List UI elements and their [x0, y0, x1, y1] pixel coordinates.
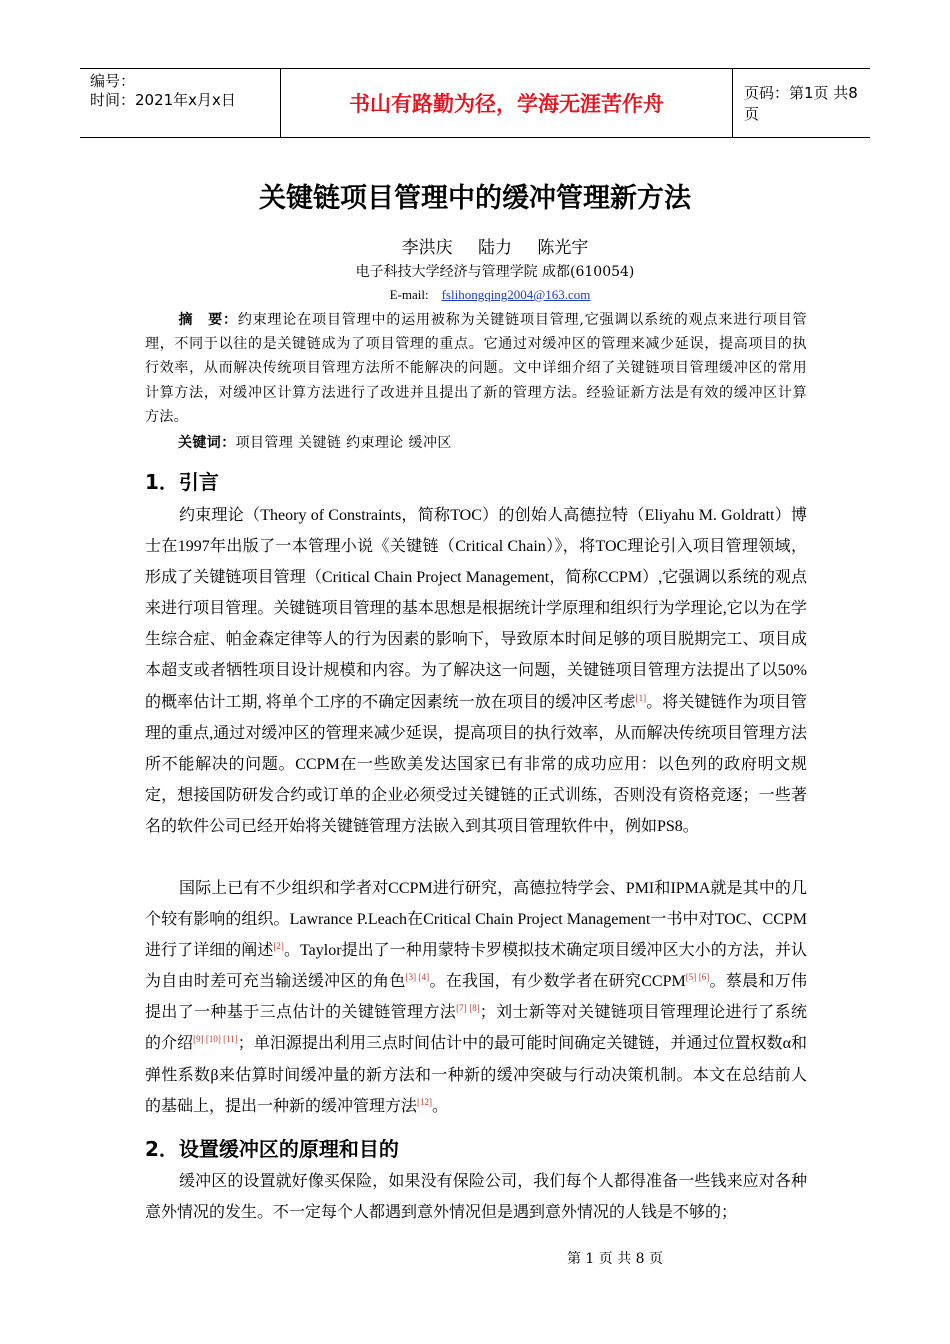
- author-name: 陈光宇: [537, 238, 589, 258]
- header-motto: 书山有路勤为径，学海无涯苦作舟: [280, 69, 733, 137]
- paragraph-text: ；刘士新等对关键链项目管理理论进行了系统的介绍: [145, 1004, 807, 1053]
- paragraph: [145, 500, 807, 842]
- email-line: [0, 287, 950, 303]
- abstract-text: 约束理论在项目管理中的运用被称为关键链项目管理,它强调以系统的观点来进行项目管理，不同于以往的是关键链成为了项目管理的重点。它通过对缓冲区的管理来减少延误，提高项目的执行效率，从而解决传统项目管理方法所不能解决的问题。文中详细介绍了关键链项目管理缓冲区的常用计算方法，对缓冲区计算方法进行了改进并且提出了新的管理方法。经验证新方法是有效的缓冲区计算方法。: [145, 312, 807, 425]
- paragraph-text: 。将关键链作为项目管理的重点,通过对缓冲区的管理来减少延误，提高项目的执行效率，从而解决传统项目管理方法所不能解决的问题。CCPM在一些欧美发达国家已有非常的成功应用：以色列的政府明文规定，想接国防研发合约或订单的企业必须受过关键链的正式训练，否则没有资格竞逐；一些著名的软件公司已经开始将关键链管理方法嵌入到其项目管理软件中，例如PS8。: [145, 693, 807, 835]
- keywords-label: 关键词：: [178, 435, 236, 451]
- citation-ref[interactable]: [12]: [417, 1096, 433, 1107]
- abstract-label: 摘 要：: [178, 312, 238, 328]
- paragraph-text: 。: [432, 1097, 449, 1115]
- affiliation: 电子科技大学经济与管理学院 成都(610054): [355, 264, 635, 280]
- paragraph: [145, 873, 807, 1122]
- citation-ref[interactable]: [2]: [273, 941, 284, 952]
- author-list: [0, 233, 950, 258]
- email-label: E-mail:: [389, 287, 429, 302]
- paragraph: [145, 1166, 807, 1228]
- number-label: 编号：: [90, 72, 136, 90]
- header-page-info: 页码：第1页 共8页: [744, 84, 858, 123]
- header-meta-cell: [80, 69, 280, 137]
- time-label: 时间：2021年x月x日: [90, 91, 236, 109]
- email-link[interactable]: fslihongqing2004@163.com: [441, 287, 591, 302]
- citation-ref[interactable]: [1]: [635, 692, 647, 703]
- keywords: [178, 432, 452, 452]
- paragraph-text: 缓冲区的设置就好像买保险，如果没有保险公司，我们每个人都得准备一些钱来应对各种意外情况的发生。不一定每个人都遇到意外情况但是遇到意外情况的人钱是不够的；: [145, 1173, 807, 1222]
- citation-ref[interactable]: [5] [6]: [685, 972, 710, 983]
- citation-ref[interactable]: [9] [10] [11]: [193, 1034, 238, 1045]
- section-heading: 2．设置缓冲区的原理和目的: [145, 1137, 399, 1161]
- paragraph-text: ；单汨源提出利用三点时间估计中的最可能时间确定关键链，并通过位置权数α和弹性系数β来估算时间缓冲量的新方法和一种新的缓冲突破与行动决策机制。本文在总结前人的基础上，提出一种新的缓冲管理方法: [145, 1035, 807, 1115]
- citation-ref[interactable]: [3] [4]: [405, 972, 430, 983]
- paragraph-text: 。在我国，有少数学者在研究CCPM: [429, 973, 686, 991]
- author-name: 李洪庆: [401, 238, 453, 258]
- paragraph-text: 。蔡晨和万伟提出了一种基于三点估计的关键链管理方法: [145, 973, 807, 1022]
- paragraph-text: 。Taylor提出了一种用蒙特卡罗模拟技术确定项目缓冲区大小的方法，并认为自由时差可充当输送缓冲区的角色: [145, 942, 807, 991]
- citation-ref[interactable]: [7] [8]: [456, 1003, 480, 1014]
- keywords-text: 项目管理 关键链 约束理论 缓冲区: [235, 435, 452, 451]
- document-header: [80, 68, 870, 138]
- paragraph-text: 国际上已有不少组织和学者对CCPM进行研究，高德拉特学会、PMI和IPMA就是其中的几个较有影响的组织。Lawrance P.Leach在Critical Chain Project Management一书中对TOC、CCPM进行了详细的阐述: [145, 880, 807, 960]
- paper-title: 关键链项目管理中的缓冲管理新方法: [259, 183, 691, 214]
- author-name: 陆力: [478, 238, 512, 258]
- section-heading: 1．引言: [145, 470, 219, 494]
- page-footer: 第 1 页 共 8 页: [566, 1251, 664, 1267]
- abstract: [145, 308, 807, 429]
- paragraph-text: 约束理论（Theory of Constraints，简称TOC）的创始人高德拉特（Eliyahu M. Goldratt）博士在1997年出版了一本管理小说《关键链（Critical Chain）》，将TOC理论引入项目管理领域，形成了关键链项目管理（Critical Chain Project Management，简称CCPM）,它强调以系统的观点来进行项目管理。关键链项目管理的基本思想是根据统计学原理和组织行为学理论,它以为在学生综合症、帕金森定律等人的行为因素的影响下，导致原本时间足够的项目脱期完工、项目成本超支或者牺牲项目设计规模和内容。为了解决这一问题，关键链项目管理方法提出了以50%的概率估计工期, 将单个工序的不确定因素统一放在项目的缓冲区考虑: [145, 507, 807, 711]
